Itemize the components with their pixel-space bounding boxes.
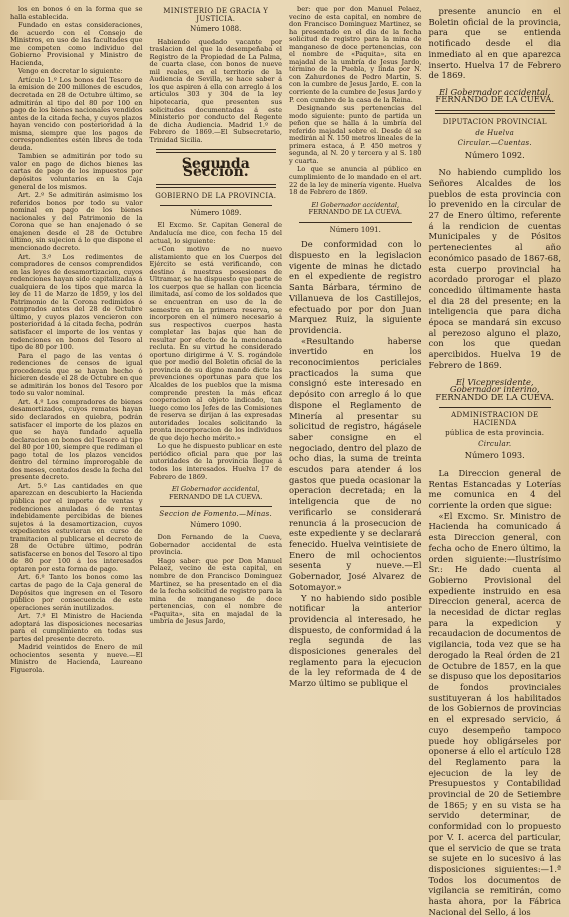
signature-title: El Gobernador accidental, <box>171 485 260 494</box>
section-title: Segunda Seccion. <box>181 156 250 180</box>
signature-title: Gobernador interino, <box>449 384 540 395</box>
paragraph: ber: que por don Manuel Pelaez, vecino de esta capital, en nombre de don Francisco Dominguez Martinez, se ha presentado en el dia de la fecha solicitud de registro para la mina de manganeso de doce pertenencias, con el nombre de «Paquita», sita en majadal de la umbría de Jesus Jardo, término de la Puebla, y linda por N. con Zahurdones de Pedro Martin, S. con la cumbre de Jesus Jardo, E. con la corriente de la cumbre de Jesus Jardo y P. con cumbre de la casa de la Reina. <box>289 5 422 104</box>
notice-number: Número 1089. <box>190 208 242 217</box>
signature-title: El Gobernador accidental, <box>439 86 551 97</box>
column-1 <box>10 6 143 796</box>
paragraph: «Resultando haberse invertido en los reconocimientos periciales practicados la suma que consignó este interesado en depósito con arreglo á lo que dispone el Reglamento de Minería al presentar su solicitud de registro, hágásele saber consigne en el negociado, dentro del plazo de ocho dias, la suma de treinta escudos para atender á los gastos que pueda ocasionar la operacion decretada; en la inteligencia que de no verificarlo se considerará renuncia á la prosecucion de este expediente y se declarará fenecido. Huelva veintisiete de Enero de mil ochocientos sesenta y nueve.—El Gobernador, José Alvarez de Sotomayor.» <box>289 335 422 592</box>
section-divider <box>156 149 277 153</box>
notice-number: Número 1093. <box>464 450 525 461</box>
paragraph: «Con motivo de no nuevo alistamiento que en los Cuerpos del Ejército se está verificando, con destino á nuestras posesiones de Ultramar, se ha dispuesto que parte de los cuerpos que se hallan con licencia ilimitada, así como de los soldados que se encuentran en uso de la de semestre en la primera reserva, se incorporen en el número necesario á sus respectivos cuerpos hasta completar las bajas que han de resultar por efecto de la mencionada recluta. En su virtud he considerado oportuno dirigirme á V. S. rogándole que por medio del Boletin oficial de la provincia de su digno mando dicte las prevenciones oportunas para que los Alcaldes de los pueblos que la misma comprende presten la más eficaz cooperacion al objeto indicado, tan luego como los Jefes de las Comisiones de reserva se dirijan á las expresadas autoridades locales solicitando la pronta incorporacion de los individuos de que dejo hecho mérito.» <box>149 245 282 442</box>
signature-title: El Gobernador accidental, <box>311 200 400 209</box>
signature-name: FERNANDO DE LA CUEVA. <box>435 391 555 402</box>
paragraph: El Excmo. Sr. Capitan General de Andalucía me dice, con fecha 15 del actual, lo siguiente: <box>149 221 282 245</box>
administracion-header: ADMINISTRACION DE HACIENDA <box>451 411 539 427</box>
paragraph: presente anuncio en el Boletin oficial de la provincia, para que se entienda notificado desde el dia inmediato al en que aparezca inserto. Huelva 17 de Febrero de 1869. <box>428 6 561 81</box>
section-divider <box>435 110 556 114</box>
fomento-header: Seccion de Fomento.—Minas. <box>159 510 273 519</box>
paragraph: los en bonos ó en la forma que se halla establecida. <box>10 5 143 21</box>
circular-label: Circular.—Cuentas. <box>457 139 532 148</box>
paragraph: La Direccion general de Rentas Estancadas y Loterías me comunica en 4 del corriente la orden que sigue: <box>428 467 561 511</box>
paragraph: Art. 4.º Los compradores de bienes desamortizados, cuyos remates hayan sido declarados en quiebra, podrán satisfacer el importe de los plazos en que se haya fundado aquella declaracion en bonos del Tesoro al tipo del 80 por 100, siempre que rediman el pago total de los plazos vencidos dentro del término improrogable de dos meses, contados desde la fecha del presente decreto. <box>10 397 143 482</box>
paragraph: Designando sus pertenencias del modo siguiente: punto de partida un peñon que se halla á la umbría del referido majadal sobre el. Desde él se medirán al N. 150 metros lineales de la primera estaca, á P. 450 metros y segunda, al N. 20 y tercera y al S. 180 y cuarta. <box>289 104 422 165</box>
paragraph: Art. 2.º Se admitirán asimismo los referidos bonos por todo su valor nominal en pago de los bienes nacionales y del Patrimonio de la Corona que se han enajenado ó se enajenen desde el 28 de Octubre último, sin sujecion á lo que dispone el mencionado decreto. <box>10 191 143 252</box>
section-divider <box>156 184 277 188</box>
diputacion-subheader: de Huelva <box>475 128 515 137</box>
signature-name: FERNANDO DE LA CUEVA. <box>169 492 263 501</box>
notice-number: Número 1088. <box>190 25 242 34</box>
divider <box>160 506 273 507</box>
paragraph: Hago saber: que por Don Manuel Pelaez, vecino de esta capital, en nombre de don Francisco Dominguez Martinez, se ha presentado en el dia de la fecha solicitud de registro para la mina de manganeso de doce pertenencias, con el nombre de «Paquita», sita en majadal de la umbría de Jesus Jardo, <box>149 556 282 626</box>
paragraph: Lo que se anuncia al público en cumplimiento de lo mandado en el art. 22 de la ley de minería vigente. Huelva 18 de Febrero de 1869. <box>289 165 422 197</box>
paragraph: Madrid veintidos de Enero de mil ochocientos sesenta y nueve.—El Ministro de Hacienda, Laureano Figuerola. <box>10 643 143 675</box>
paragraph: Artículo 1.º Los bonos del Tesoro de la emision de 200 millones de escudos, decretada en 28 de Octubre último, se admitirán al tipo del 80 por 100 en pago de los bienes nacionales vendidos antes de la citada fecha, y cuyos plazos hayan vencido con posterioridad á la misma, siempre que los pagos de correspondientes estén libres de toda deuda. <box>10 75 143 152</box>
paragraph: Para el pago de las ventas ó redenciones de censos de igual procedencia que se hayan hecho ó hicieren desde el 28 de Octubre en que se admitirán los bonos del Tesoro por todo su valor nominal. <box>10 351 143 398</box>
ministry-header: MINISTERIO DE GRACIA Y JUSTICIA. <box>163 7 269 23</box>
divider <box>439 407 552 408</box>
notice-number: Número 1091. <box>329 225 381 234</box>
signature-name: FERNANDO DE LA CUEVA. <box>308 208 402 217</box>
administracion-subheader: pública de esta provincia. <box>445 429 545 438</box>
paragraph: Y no habiendo sido posible notificar la anterior providencia al interesado, he dispuesto, de conformidad á la regla segunda de las disposiciones generales del reglamento para la ejecucion de la ley reformada de 4 de Marzo último se publique el <box>289 592 422 689</box>
large-print-block <box>429 167 562 370</box>
paragraph: Lo que he dispuesto publicar en este periódico oficial para que por las autoridades de la provincia llegue á todos los interesados. Huelva 17 de Febrero de 1869. <box>149 442 282 481</box>
paragraph: Art. 3.º Los redimentes de compradores de censos comprendidos en las leyes de desamortizacion, cuyos redenciones hayan sido capitalizadas á cualquiera de los tipos que marca la ley de 11 de Marzo de 1859, y los del Patrimonio de la Corona redimidos ó comprados antes del 28 de Octubre último, y cuyos plazos vencieron con posterioridad á la citada fecha, podrán satisfacer el importe de los ventas y redenciones en bonos del Tesoro al tipo de 80 por 100. <box>10 252 143 352</box>
paragraph: Tambien se admitirán por todo su valor en pago de dichos bienes las cartas de pago de los impuestos por depósitos voluntarios en la Caja general de los mismos. <box>10 152 143 191</box>
paragraph: De conformidad con lo dispuesto en la legislacion vigente de minas he dictado en el expediente de registro Santa Bárbara, término de Villanueva de los Castillejos, efectuado por por don Juan Marquez Ruiz, la siguiente providencia. <box>289 239 422 335</box>
signature-name: FERNANDO DE LA CUEVA. <box>435 94 555 105</box>
column-3 <box>289 6 422 796</box>
paragraph: Don Fernando de la Cueva, Gobernador accidental de esta provincia. <box>149 533 282 557</box>
paragraph: No habiendo cumplido los Señores Alcaldes de los pueblos de esta provincia con lo prevenido en la circular de 27 de Enero último, referente á la rendicion de cuentas Municipales y de Pósitos pertenecientes al año económico pasado de 1867-68, esta cuerpo provincial ha acordado prorogar el plazo concedido últimamente hasta el dia 28 del presente; en la inteligencia que para dicha época se mandará sin excuso al perezoso alguno el plazo, con los que quedan apercibidos. Huelva 19 de Febrero de 1869. <box>428 167 561 370</box>
large-print-block <box>289 239 422 689</box>
paragraph: Art. 6.º Tanto los bonos como las cartas de pago de la Caja general de Depósitos que ingresen en el Tesoro público por consecuencia de este operaciones serán inutilizados. <box>10 573 143 612</box>
large-print-block <box>429 468 562 917</box>
paragraph: Art. 5.º Las cantidades en que aparezcan en descubierto la Hacienda pública por el importe de ventas y redenciones anuladas ó de rentas indebidamente percibidas de bienes sujetos á la desamortizacion, cuyos expedientes estuvieran en curso de tramitacion al publicarse el decreto de 28 de Octubre último, podrán satisfacerse en bonos del Tesoro al tipo de 80 por 100 á los interesados optaren por esta forma de pago. <box>10 481 143 573</box>
divider <box>299 222 412 223</box>
paragraph: Art. 7.º El Ministro de Hacienda adoptará las disposiciones necesarias para el cumplimiento en todas sus partes del presente decreto. <box>10 612 143 643</box>
notice-number: Número 1092. <box>464 149 525 160</box>
paragraph: Fundado en estas consideraciones, de acuerdo con el Consejo de Ministros, en uso de las facultades que me competen como individuo del Gobierno Provisional y Ministro de Hacienda, <box>10 21 143 67</box>
paragraph: Habiendo quedado vacante por traslacion del que la desempeñaba el Registro de la Propiedad de La Palma, de cuarta clase, con bonos de nueve mil reales, en el territorio de la Audiencia de Sevilla, se hace saber á los que aspiren á ella con arreglo á los artículos 303 y 304 de la ley hipotecaria, que presenten sus solicitudes documentadas á este Ministerio por conducto del Regente de dicha Audiencia. Madrid 1.º de Febrero de 1869.—El Subsecretario, Trinidad Sicilia. <box>149 37 282 144</box>
signature-title: El Vicepresidente, <box>455 376 534 387</box>
divider <box>160 205 273 206</box>
paragraph: Vengo en decretar lo siguiente: <box>18 67 123 76</box>
paragraph: «El Excmo. Sr. Ministro de Hacienda ha comunicado á esta Direccion general, con fecha ocho de Enero último, la orden siguiente:—Ilustrísimo Sr.: He dado cuenta al Gobierno Provisional del expediente instruido en esa Direccion general, acerca de la necesidad de dictar reglas para la expedicion y recaudacion de documentos de vigilancia, toda vez que se ha derogado la Real órden de 21 de Octubre de 1857, en la que se dispuso que los depositarios de fondos provinciales sustituyeran á los habilitados de los Gobiernos de provincias en el expresado servicio, á cuyo desempeño tampoco puede hoy obligárseles por oponerse á ello el artículo 128 del Reglamento para la ejecucion de la ley de Presupuestos y Contabilidad provincial de 20 de Setiembre de 1865; y en su vista se ha servido determinar, de conformidad con lo propuesto por V. I. acerca del particular, que el servicio de que se trata se sujete en lo sucesivo á las disposiciones siguientes:—1.ª Todos los documentos de vigilancia se remitirán, como hasta ahora, por la Fábrica Nacional del Sello, á los <box>428 510 561 917</box>
large-print-block <box>429 6 562 81</box>
circular-label: Circular. <box>478 439 512 448</box>
notice-number: Número 1090. <box>190 520 242 529</box>
diputacion-header: DIPUTACION PROVINCIAL <box>442 118 547 127</box>
column-4 <box>428 6 562 917</box>
government-header: GOBIERNO DE LA PROVINCIA. <box>155 192 277 201</box>
column-2 <box>150 6 283 796</box>
